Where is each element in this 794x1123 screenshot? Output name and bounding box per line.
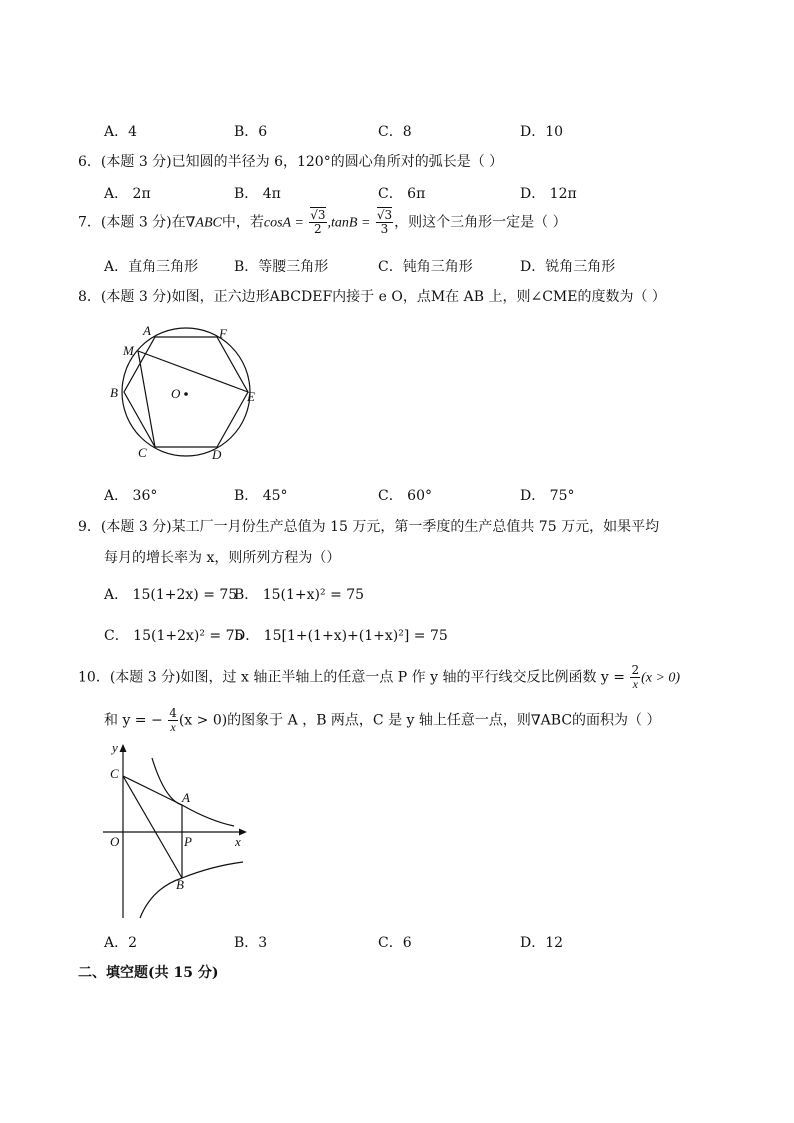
q10-line2-prefix: 和 y = − — [104, 712, 163, 729]
q7-cos-lhs: cosA = — [263, 215, 304, 231]
label-x: x — [235, 834, 241, 849]
q10-line2-rest: (x > 0)的图象于 A ，B 两点，C 是 y 轴上任意一点，则∇ABC的面积为（ ） — [178, 712, 661, 729]
q6-option-a: A． 2π — [104, 186, 151, 202]
q7-option-a: A．直角三角形 — [104, 259, 199, 275]
q10-line1-text: 10．(本题 3 分)如图，过 x 轴正半轴上的任意一点 P 作 y 轴的平行线交反比例函数 y = — [78, 669, 626, 686]
q6-option-c: C． 6π — [378, 186, 426, 202]
q8-option-d: D． 75° — [520, 488, 575, 504]
q7-suffix: ，则这个三角形一定是（ ） — [394, 214, 567, 231]
q10-option-b: B．3 — [234, 935, 268, 951]
q10-stem-line1 — [78, 664, 680, 691]
q10-fraction-4-over-x: $\frac{4}{x}$ — [169, 706, 177, 734]
label-y: y — [112, 740, 118, 755]
q10-fraction-2-over-x: $\frac{2}{x}$ — [631, 663, 640, 691]
label-a: A — [143, 323, 151, 338]
label-e: E — [247, 389, 255, 404]
label-b: B — [110, 385, 118, 400]
q7-tan-fraction: $\frac{√3}{3}$ — [376, 208, 393, 236]
q9-stem-line2: 每月的增长率为 x，则所列方程为（） — [104, 550, 341, 566]
q10-domain-1: (x > 0) — [641, 670, 681, 686]
q5-option-d: D．10 — [520, 124, 564, 140]
q10-option-a: A．2 — [104, 935, 138, 951]
q6-option-d: D． 12π — [520, 186, 577, 202]
q5-option-a: A．4 — [104, 124, 138, 140]
q5-option-c: C．8 — [378, 124, 412, 140]
segment-cb — [123, 776, 182, 878]
q8-option-b: B． 45° — [234, 488, 288, 504]
q7-option-c: C．钝角三角形 — [378, 259, 473, 275]
label-m: M — [123, 343, 134, 358]
q7-tan-lhs: ,tanB = — [327, 215, 371, 231]
label-p: P — [184, 834, 192, 849]
q9-option-c: C． 15(1+2x)² = 75 — [104, 628, 244, 644]
q9-stem-line1: 9．(本题 3 分)某工厂一月份生产总值为 15 万元，第一季度的生产总值共 75 万元，如果平均 — [78, 519, 660, 535]
section-heading-fill-in: 二、填空题(共 15 分) — [78, 965, 219, 981]
label-a: A — [182, 790, 190, 805]
q6-stem: 6．(本题 3 分)已知圆的半径为 6，120°的圆心角所对的弧长是（ ） — [78, 154, 504, 170]
q8-option-c: C． 60° — [378, 488, 432, 504]
q5-option-b: B．6 — [234, 124, 268, 140]
q6-option-b: B． 4π — [234, 186, 281, 202]
q7-stem — [78, 209, 567, 236]
hexagon-abcdef — [124, 337, 248, 447]
q8-stem: 8．(本题 3 分)如图，正六边形ABCDEF内接于 e O，点M在 AB 上，则∠CME的度数为（ ） — [78, 289, 666, 305]
q10-option-d: D．12 — [520, 935, 564, 951]
q9-option-a: A． 15(1+2x) = 75 — [104, 587, 238, 603]
segment-me — [138, 351, 248, 392]
q7-triangle: ∇ABC — [185, 215, 222, 231]
label-b: B — [176, 877, 184, 892]
q7-prefix: 7．(本题 3 分)在 — [78, 214, 186, 231]
center-dot — [184, 392, 188, 396]
label-c: C — [110, 766, 119, 781]
q9-option-b: B． 15(1+x)² = 75 — [234, 587, 365, 603]
q10-option-c: C．6 — [378, 935, 412, 951]
q7-option-b: B．等腰三角形 — [234, 259, 329, 275]
q7-option-d: D．锐角三角形 — [520, 259, 616, 275]
q10-hyperbola-figure — [100, 738, 260, 923]
label-c: C — [138, 445, 147, 460]
q7-mid: 中，若 — [221, 214, 264, 231]
label-d: D — [212, 447, 222, 462]
q8-hexagon-figure — [100, 318, 270, 468]
label-f: F — [219, 326, 227, 341]
curve-y-2-over-x — [152, 758, 234, 826]
label-o: O — [171, 386, 181, 401]
label-o: O — [110, 834, 120, 849]
q8-option-a: A． 36° — [104, 488, 158, 504]
curve-y-neg4-over-x — [140, 862, 243, 918]
y-axis-arrow-icon — [120, 744, 127, 752]
circumcircle — [122, 328, 250, 456]
q7-cos-fraction: $\frac{√3}{2}$ — [310, 208, 326, 236]
q10-stem-line2 — [104, 707, 661, 734]
q9-option-d: D． 15[1+(1+x)+(1+x)²] = 75 — [234, 628, 448, 644]
